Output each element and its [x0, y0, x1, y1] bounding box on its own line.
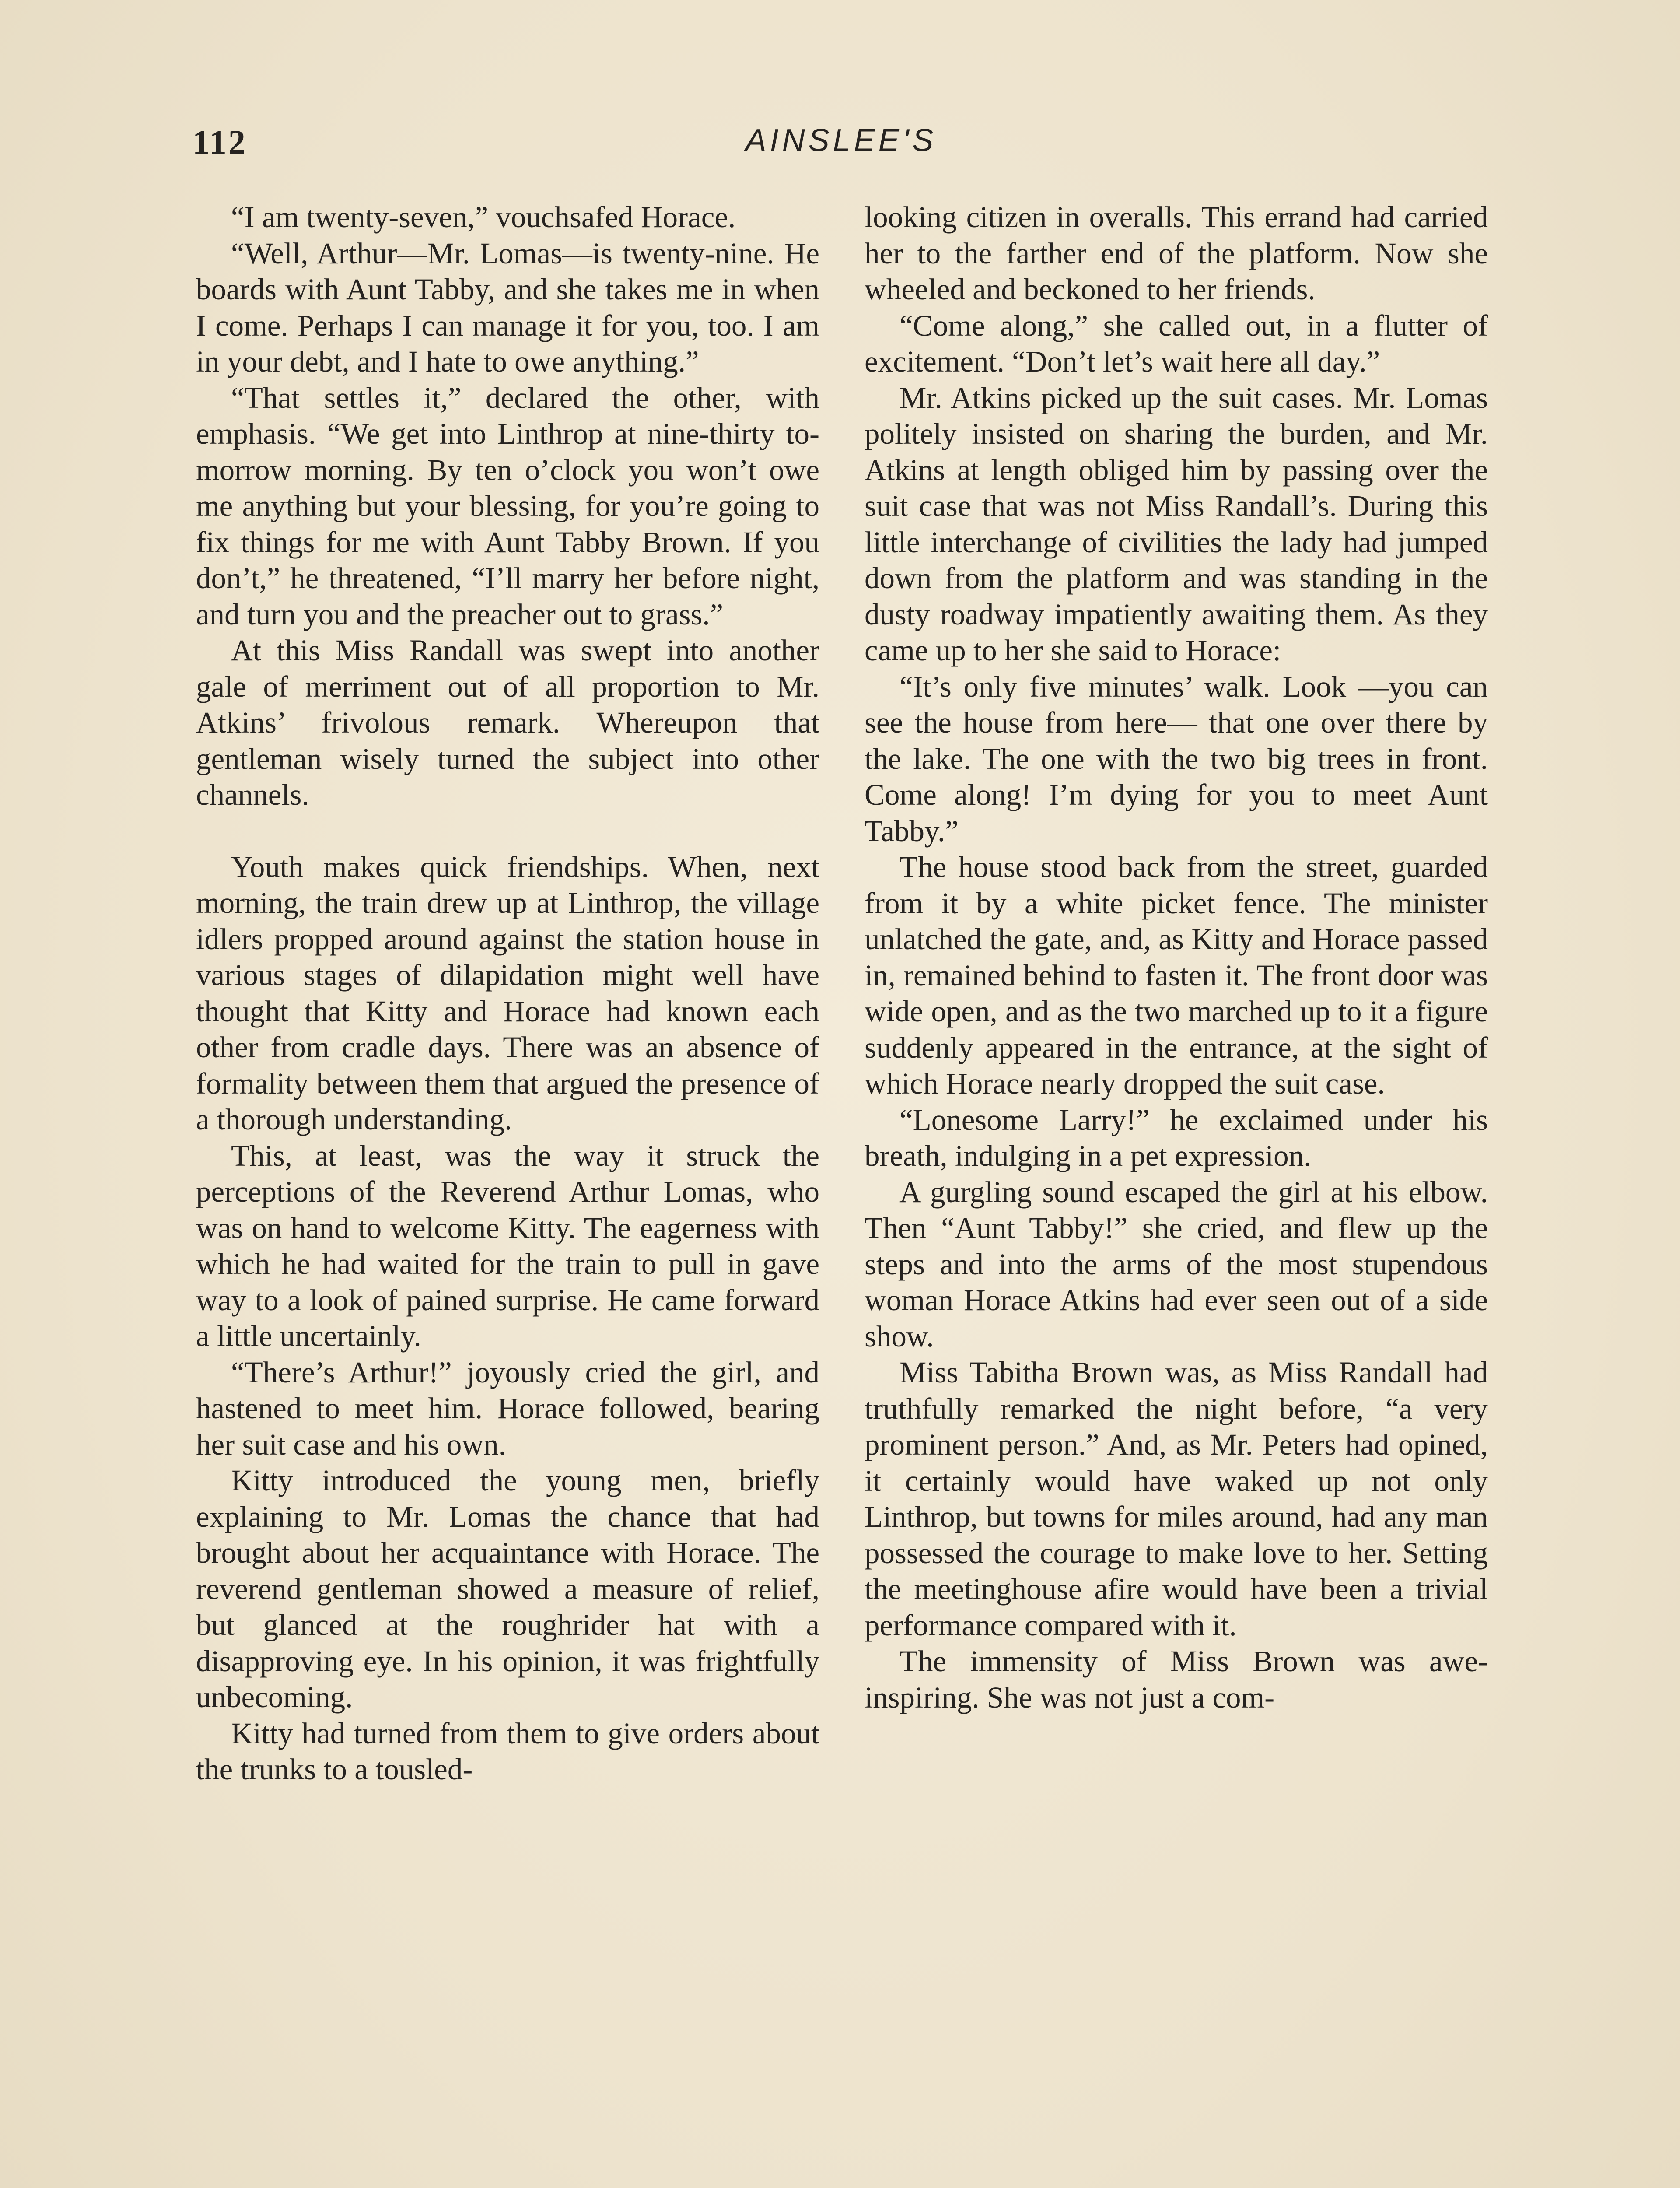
- paragraph: This, at least, was the way it struck the perceptions of the Reverend Arthur Lomas, who was on hand to welcome Kitty. The eagerness with which he had waited for the train to pull in gave way to a look of pained surprise. He came forward a little uncertainly.: [196, 1139, 819, 1353]
- paragraph: “Lonesome Larry!” he exclaimed under his breath, indulging in a pet expression.: [864, 1103, 1488, 1172]
- paragraph: The immensity of Miss Brown was awe-inspiring. She was not just a com-: [864, 1645, 1488, 1714]
- paragraph: Youth makes quick friendships. When, next morning, the train drew up at Linthrop, the village idlers propped around against the station house in various stages of dilapidation might well have thought that Kitty and Horace had known each other from cradle days. There was an absence of formality between them that argued the presence of a thorough understanding.: [196, 850, 819, 1136]
- paragraph: “That settles it,” declared the other, with emphasis. “We get into Linthrop at nine-thirty to-morrow morning. By ten o’clock you won’t owe me anything but your blessing, for you’re going to fix things for me with Aunt Tabby Brown. If you don’t,” he threatened, “I’ll marry her before night, and turn you and the preacher out to grass.”: [196, 381, 819, 631]
- paragraph: looking citizen in overalls. This errand had carried her to the farther end of the platform. Now she wheeled and beckoned to her friends.: [864, 200, 1488, 306]
- paragraph: At this Miss Randall was swept into another gale of merriment out of all proportion to Mr. Atkins’ frivolous remark. Whereupon that gentleman wisely turned the subject into other channels.: [196, 634, 819, 811]
- running-title: AINSLEE'S: [745, 123, 937, 158]
- paragraph: “Come along,” she called out, in a flutter of excitement. “Don’t let’s wait here all day.”: [864, 309, 1488, 378]
- paragraph: Kitty introduced the young men, briefly explaining to Mr. Lomas the chance that had brought about her acquaintance with Horace. The reverend gentleman showed a measure of relief, but glanced at the roughrider hat with a disapproving eye. In his opinion, it was frightfully unbecoming.: [196, 1464, 819, 1714]
- paragraph: “I am twenty-seven,” vouchsafed Horace.: [231, 200, 736, 234]
- paragraph: “It’s only five minutes’ walk. Look —you can see the house from here— that one over there by the lake. The one with the two big trees in front. Come along! I’m dying for you to meet Aunt Tabby.”: [864, 670, 1488, 848]
- left-text-column: [196, 199, 819, 1788]
- paragraph: Miss Tabitha Brown was, as Miss Randall had truthfully remarked the night before, “a very prominent person.” And, as Mr. Peters had opined, it certainly would have waked up not only Linthrop, but towns for miles around, had any man possessed the courage to make love to her. Setting the meetinghouse afire would have been a trivial performance compared with it.: [864, 1356, 1488, 1642]
- paragraph: A gurgling sound escaped the girl at his elbow. Then “Aunt Tabby!” she cried, and flew up the steps and into the arms of the most stupendous woman Horace Atkins had ever seen out of a side show.: [864, 1175, 1488, 1353]
- paragraph: Mr. Atkins picked up the suit cases. Mr. Lomas politely insisted on sharing the burden, and Mr. Atkins at length obliged him by passing over the suit case that was not Miss Randall’s. During this little interchange of civilities the lady had jumped down from the platform and was standing in the dusty roadway impatiently awaiting them. As they came up to her she said to Horace:: [864, 381, 1488, 667]
- paragraph: “Well, Arthur—Mr. Lomas—is twenty-nine. He boards with Aunt Tabby, and she takes me in when I come. Perhaps I can manage it for you, too. I am in your debt, and I hate to owe anything.”: [196, 236, 819, 378]
- paragraph: “There’s Arthur!” joyously cried the girl, and hastened to meet him. Horace followed, bearing her suit case and his own.: [196, 1355, 819, 1461]
- page-header: [192, 123, 1490, 171]
- paragraph: The house stood back from the street, guarded from it by a white picket fence. The minister unlatched the gate, and, as Kitty and Horace passed in, remained behind to fasten it. The front door was wide open, and as the two marched up to it a figure suddenly appeared in the entrance, at the sight of which Horace nearly dropped the suit case.: [864, 850, 1488, 1100]
- page-number: 112: [192, 123, 247, 161]
- right-text-column: [864, 199, 1488, 1715]
- paragraph: Kitty had turned from them to give orders about the trunks to a tousled-: [196, 1716, 819, 1786]
